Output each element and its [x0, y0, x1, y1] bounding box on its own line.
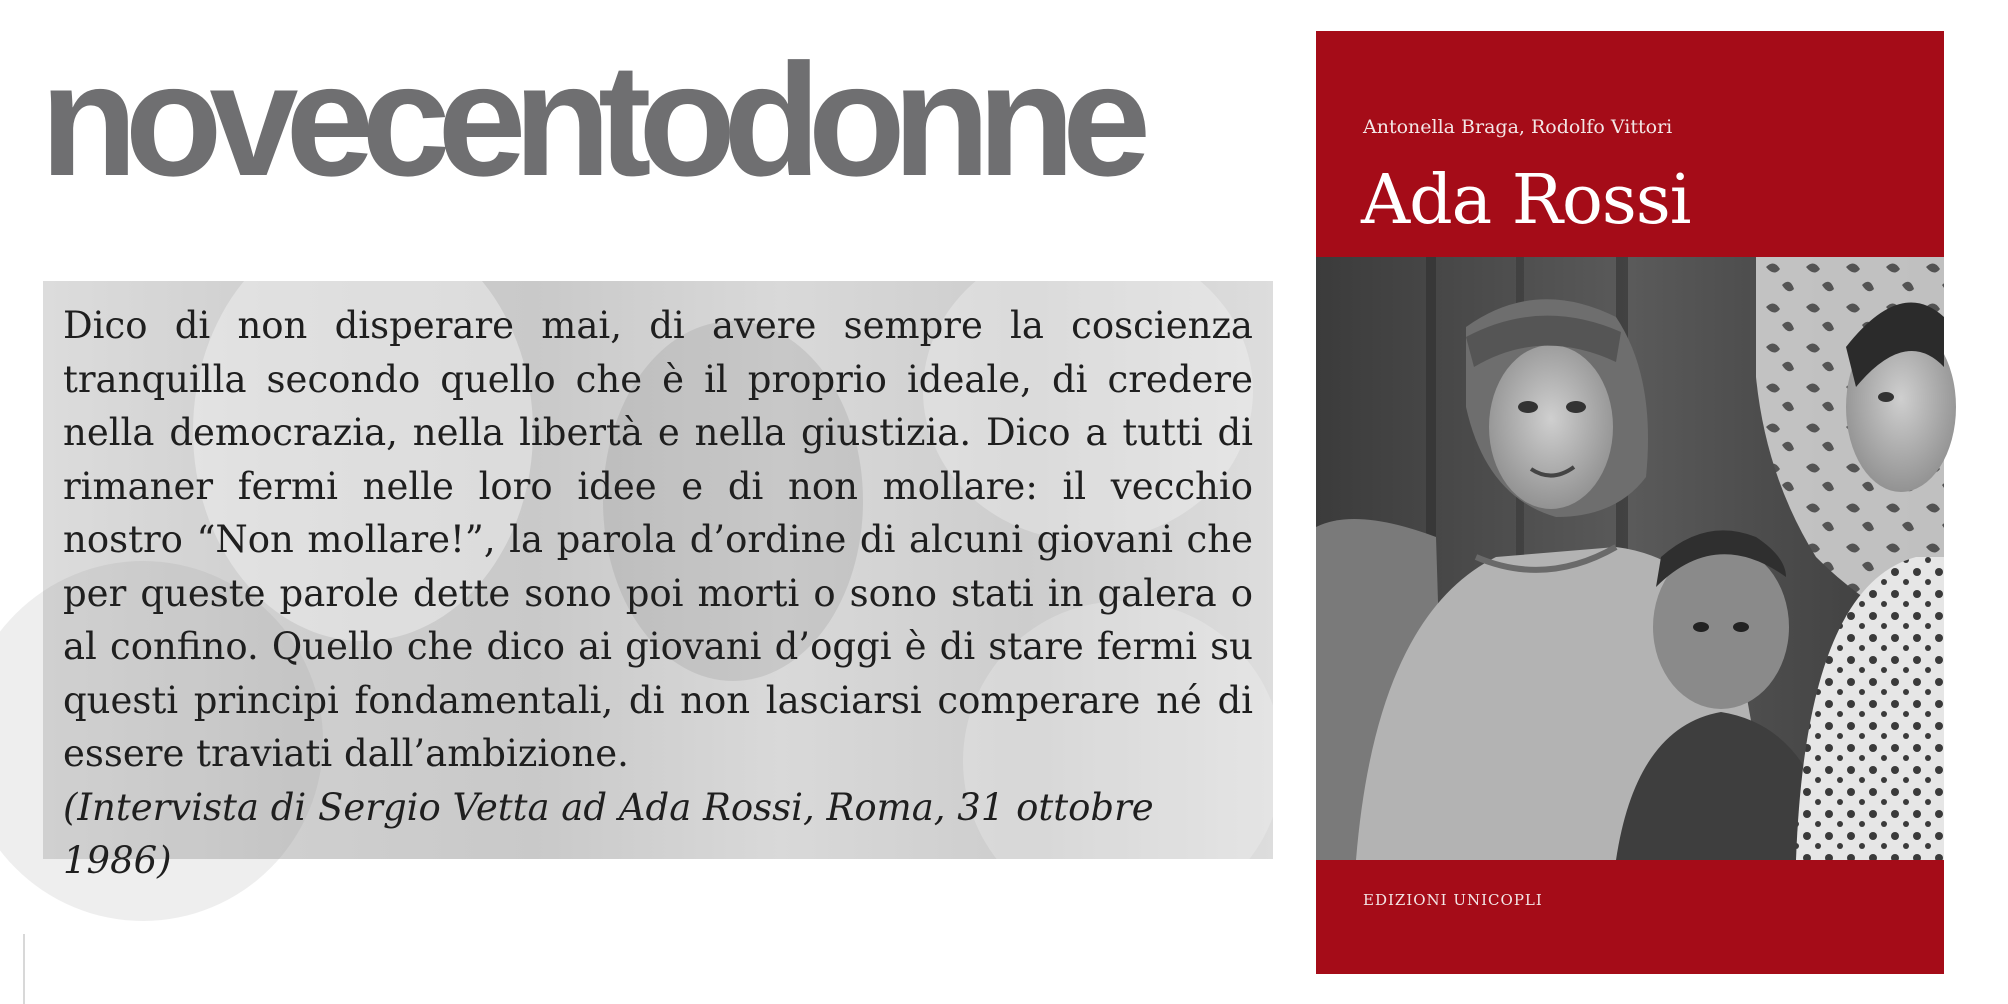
book-authors: Antonella Braga, Rodolfo Vittori	[1363, 116, 1673, 138]
brand-title: novecentodonne	[40, 30, 1139, 209]
quote-box	[43, 281, 1273, 882]
cover-photo	[1316, 257, 1944, 860]
quote-paragraph	[63, 299, 1253, 888]
book-publisher: EDIZIONI UNICOPLI	[1363, 891, 1543, 909]
quote-text: Dico di non disperare mai, di avere sempre la coscienza tranquilla secondo quello che è il proprio ideale, di credere nella democrazia, nella libertà e nella giustizia. Dico a tutti di rimaner fermi nelle loro idee e di non mollare: il vecchio nostro “Non mollare!”, la parola d’ordine di alcuni giovani che per queste parole dette sono poi morti o sono stati in galera o al confino. Quello che dico ai giovani d’oggi è di stare fermi su questi principi fondamentali, di non lasciarsi comperare né di essere traviati dall’ambizione.	[63, 304, 1253, 775]
quote-citation: (Intervista di Sergio Vetta ad Ada Rossi, Roma, 31 ottobre 1986)	[63, 785, 1154, 882]
cover-photo-illustration	[1316, 257, 1944, 860]
book-title: Ada Rossi	[1361, 161, 1691, 240]
book-cover	[1316, 31, 1944, 974]
left-divider	[23, 934, 25, 1004]
